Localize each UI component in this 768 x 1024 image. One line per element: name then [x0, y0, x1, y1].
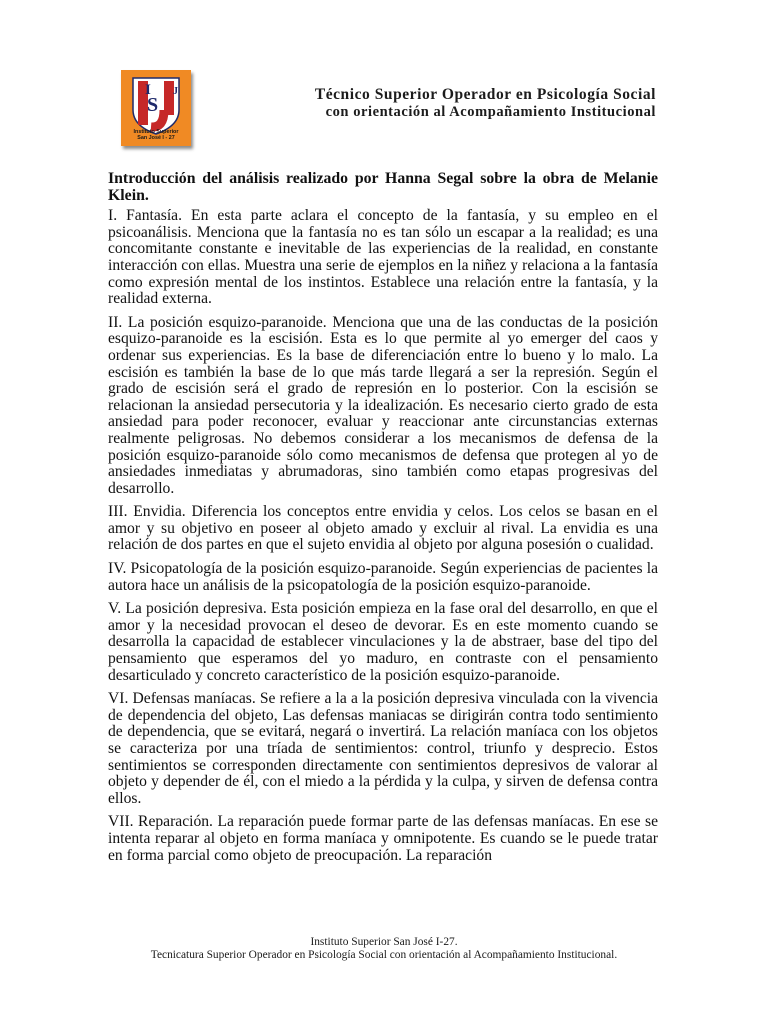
paragraph-envidia: III. Envidia. Diferencia los conceptos entre envidia y celos. Los celos se basan en el amor y su objetivo en poseer al objeto amado y excluir al rival. La envidia es una relación de dos partes en que el sujeto envidia al objeto por alguna posesión o cualidad. — [108, 503, 658, 554]
logo-letter-s: S — [147, 94, 159, 116]
paragraph-posicion-esquizo-paranoide: II. La posición esquizo-paranoide. Menciona que una de las conductas de la posición esquizo-paranoide es la escisión. Esta es lo que permite al yo emerger del caos y ordenar sus experiencias. Es la base de diferenciación entre lo bueno y lo malo. La escisión es también la base de lo que más tarde llegará a ser la represión. Según el grado de escisión será el grado de represión en lo posterior. Con la escisión se relacionan la ansiedad persecutoria y la idealización. Es necesario cierto grado de esta ansiedad para poder reconocer, evaluar y reaccionar ante circunstancias externas realmente peligrosas. No debemos considerar a los mecanismos de defensa de la posición esquizo-paranoide sólo como mecanismos de defensa que protegen al yo de ansiedades inmediatas y abrumadoras, sino también como etapas progresivas del desarrollo. — [108, 313, 658, 497]
logo-letter-i: I — [145, 82, 151, 98]
logo-caption-line2: San José I - 27 — [137, 135, 175, 141]
institute-logo — [121, 70, 191, 146]
header-subtitle: con orientación al Acompañamiento Institucional — [325, 104, 656, 120]
document-title: Introducción del análisis realizado por Hanna Segal sobre la obra de Melanie Klein. — [108, 170, 658, 204]
paragraph-posicion-depresiva: V. La posición depresiva. Esta posición empieza en la fase oral del desarrollo, en que el amor y la necesidad provocan el deseo de devorar. Es en este momento cuando se desarrolla la capacidad de establecer vinculaciones y la de abstraer, base del tipo del pensamiento que esperamos del yo maduro, en contraste con el pensamiento desarticulado y concreto característico de la posición esquizo-paranoide. — [108, 600, 658, 684]
logo-letter-j: J — [173, 86, 178, 97]
paragraph-defensas-maniacas: VI. Defensas maníacas. Se refiere a la a la posición depresiva vinculada con la vivencia de dependencia del objeto, Las defensas maniacas se dirigirán contra todo sentimiento de dependencia, que se evitará, negará o invertirá. La relación maníaca con los objetos se caracteriza por una tríada de sentimientos: control, triunfo y desprecio. Estos sentimientos se corresponden directamente con sentimientos depresivos de valorar al objeto y depender de él, con el miedo a la pérdida y la culpa, y sirven de defensa contra ellos. — [108, 690, 658, 807]
footer-program: Tecnicatura Superior Operador en Psicología Social con orientación al Acompañamiento Institucional. — [150, 949, 618, 961]
paragraph-reparacion: VII. Reparación. La reparación puede formar parte de las defensas maníacas. En ese se intenta reparar al objeto en forma maníaca y omnipotente. Es cuando se le puede tratar en forma parcial como objeto de preocupación. La reparación — [108, 813, 658, 864]
document-body — [108, 171, 658, 871]
footer-institute: Instituto Superior San José I-27. — [310, 936, 458, 948]
paragraph-psicopatologia: IV. Psicopatología de la posición esquizo-paranoide. Según experiencias de pacientes la autora hace un análisis de la psicopatología de la posición esquizo-paranoide. — [108, 560, 658, 594]
header-title: Técnico Superior Operador en Psicología Social — [314, 86, 656, 103]
paragraph-fantasia: I. Fantasía. En esta parte aclara el concepto de la fantasía, y su empleo en el psicoanálisis. Menciona que la fantasía no es tan sólo un escapar a la realidad; es una concomitante constante e inevitable de las experiencias de la realidad, en constante interacción con ellas. Muestra una serie de ejemplos en la niñez y relaciona a la fantasía como expresión mental de los instintos. Establece una relación entre la fantasía, y la realidad externa. — [108, 207, 658, 308]
logo-caption-line1: Instituto Superior — [133, 129, 179, 135]
